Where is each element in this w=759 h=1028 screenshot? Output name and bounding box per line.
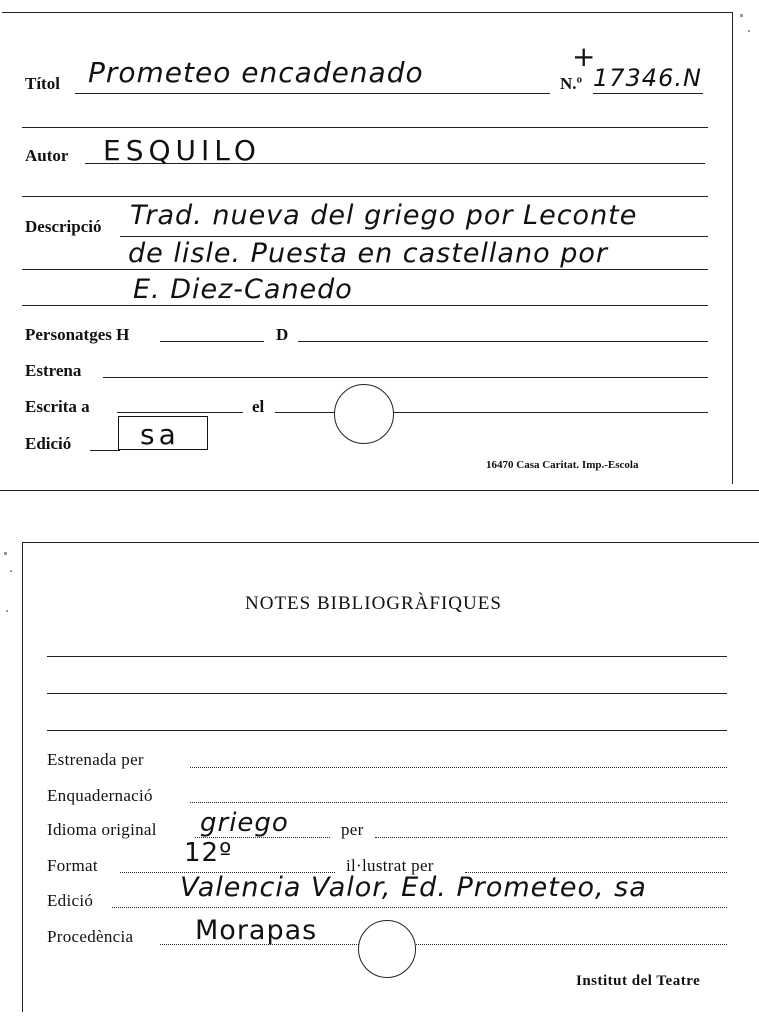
procedencia-label: Procedència <box>47 927 134 946</box>
idioma-label: Idioma original <box>47 820 157 839</box>
escrita-el-label: el <box>252 397 265 416</box>
punch-hole <box>334 384 394 444</box>
procedencia-value: Morapas <box>195 915 318 946</box>
personatges-label: Personatges H <box>25 325 130 344</box>
personatges-h-line <box>160 341 264 342</box>
institut-footer: Institut del Teatre <box>576 973 701 989</box>
blank-line <box>47 656 727 657</box>
edicio2-value: Valencia Valor, Ed. Prometeo, sa <box>180 872 647 903</box>
numero-mark: + <box>572 40 597 73</box>
numero-label: N.º <box>560 74 583 93</box>
scan-speck <box>748 30 750 32</box>
edicio2-label: Edició <box>47 891 94 910</box>
printer-note: 16470 Casa Caritat. Imp.-Escola <box>486 459 639 471</box>
enquadernacio-label: Enquadernació <box>47 786 153 805</box>
titol-line <box>75 93 550 94</box>
enquadernacio-line <box>190 802 727 803</box>
estrena-line <box>103 377 708 378</box>
titol-value: Prometeo encadenado <box>88 56 424 89</box>
edicio2-line <box>112 907 727 908</box>
card-divider <box>0 490 759 491</box>
descripcio-line-2: de lisle. Puesta en castellano por <box>128 238 608 269</box>
format-value: 12º <box>184 838 233 868</box>
scan-speck <box>10 570 12 572</box>
estrena-label: Estrena <box>25 361 82 380</box>
estrenada-label: Estrenada per <box>47 750 144 769</box>
descripcio-rule-3 <box>22 305 708 306</box>
autor-line <box>85 163 705 164</box>
personatges-d-label: D <box>276 325 289 344</box>
descripcio-rule-1 <box>120 236 708 237</box>
descripcio-rule-2 <box>22 269 708 270</box>
blank-line <box>22 196 708 197</box>
numero-line <box>593 93 703 94</box>
edicio-value: sa <box>140 418 180 451</box>
descripcio-label: Descripció <box>25 217 102 236</box>
illustrat-label: il·lustrat per <box>346 856 434 875</box>
descripcio-line-1: Trad. nueva del griego por Leconte <box>130 200 638 231</box>
punch-hole <box>358 920 416 978</box>
blank-line <box>47 730 727 731</box>
notes-heading: NOTES BIBLIOGRÀFIQUES <box>245 593 502 614</box>
format-label: Format <box>47 856 98 875</box>
idioma-per-line <box>375 837 727 838</box>
edicio-line <box>90 450 120 451</box>
procedencia-line <box>160 944 727 945</box>
escrita-label: Escrita a <box>25 397 90 416</box>
idioma-per-label: per <box>341 820 364 839</box>
scan-speck <box>740 14 743 17</box>
titol-label: Títol <box>25 74 60 93</box>
blank-line <box>22 127 708 128</box>
scan-speck <box>6 610 8 612</box>
scan-speck <box>4 552 7 555</box>
autor-value: ESQUILO <box>103 134 261 167</box>
descripcio-line-3: E. Diez-Canedo <box>133 274 353 305</box>
estrenada-line <box>190 767 727 768</box>
blank-line <box>47 693 727 694</box>
autor-label: Autor <box>25 146 69 165</box>
idioma-value: griego <box>200 808 289 838</box>
numero-value: 17346.N <box>593 64 702 92</box>
personatges-d-line <box>298 341 708 342</box>
edicio-label: Edició <box>25 434 72 453</box>
escrita-line <box>117 412 243 413</box>
